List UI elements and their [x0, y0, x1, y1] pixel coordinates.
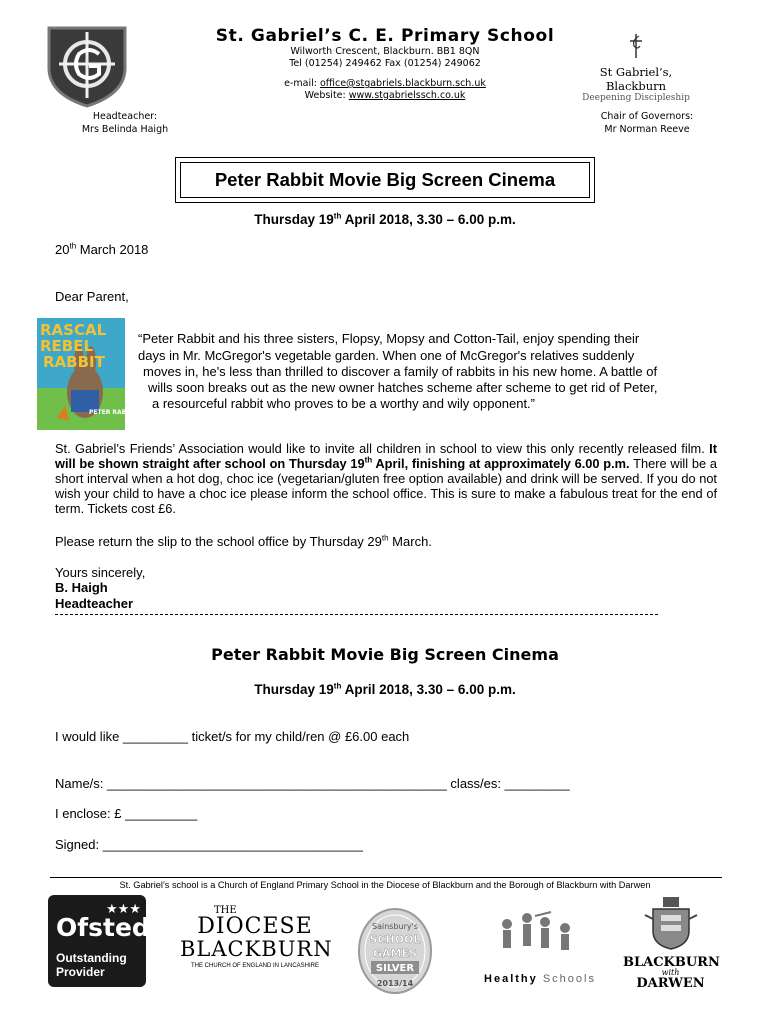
- school-name: St. Gabriel’s C. E. Primary School: [215, 26, 555, 46]
- chair-name: Mr Norman Reeve: [604, 124, 690, 135]
- return-instructions: [55, 534, 432, 549]
- enclose-field[interactable]: I enclose: £ __________: [55, 806, 198, 821]
- email-link[interactable]: office@stgabriels.blackburn.sch.uk: [319, 78, 486, 89]
- games-games: GAMES: [373, 947, 417, 960]
- headteacher-label: Headteacher:: [92, 111, 158, 122]
- quote-line-1: “Peter Rabbit and his three sisters, Flopsy, Mopsy and Cotton-Tail, enjoy spending their: [138, 331, 640, 346]
- diocese-the: THE: [214, 905, 237, 916]
- chair-block: [582, 110, 712, 136]
- games-sponsor: Sainsbury's: [372, 922, 418, 931]
- invitation-bold-a: It will be shown straight after school on Thursday 19: [55, 441, 717, 471]
- slip-event-day: Thursday 19: [254, 682, 334, 697]
- poster-word-1: RASCAL: [40, 321, 107, 339]
- event-day-suffix: th: [333, 211, 342, 221]
- event-day: Thursday 19: [254, 212, 334, 227]
- invitation-details: There will be a short interval when a hot dog, choc ice (vegetarian/gluten free option available) and drink will be served. If you do not wish your child to have a choc ice please inform the school office. This is sure to make a fabulous treat for the end of term. Tickets cost £6.: [55, 456, 718, 516]
- invitation-bold-b: April, finishing at approximately 6.00 p.m.: [372, 456, 630, 471]
- letter-date: [55, 242, 148, 257]
- healthy-text: [475, 973, 605, 985]
- names-field[interactable]: Name/s: _______________________________________________ class/es: _________: [55, 776, 570, 791]
- headteacher-name: Mrs Belinda Haigh: [81, 124, 169, 135]
- council-crest-icon: [641, 895, 701, 951]
- poster-word-4: PETER RABBIT: [89, 409, 138, 416]
- quote-line-4: wills soon breaks out as the new owner hatches scheme after scheme to get rid of Peter,: [148, 380, 658, 395]
- svg-text:★★★: ★★★: [106, 902, 141, 917]
- diocese-logo: [180, 905, 333, 980]
- return-suffix: th: [381, 533, 389, 543]
- return-text: Please return the slip to the school office by Thursday 29: [55, 534, 382, 549]
- page-title: Peter Rabbit Movie Big Screen Cinema: [180, 162, 590, 198]
- slip-title: Peter Rabbit Movie Big Screen Cinema: [211, 645, 559, 664]
- quote-line-2: days in Mr. McGregor's vegetable garden. When one of McGregor's relatives suddenly: [138, 348, 635, 363]
- games-year: 2013/14: [376, 979, 414, 988]
- healthy-schools-logo: [475, 910, 605, 985]
- closing: Yours sincerely,: [55, 565, 146, 580]
- diocese-blackburn: BLACKBURN: [180, 937, 333, 961]
- schools-word: Schools: [537, 973, 596, 985]
- games-silver: SILVER: [375, 963, 415, 974]
- movie-poster-image: [37, 318, 138, 430]
- quote-line-5: a resourceful rabbit who proves to be a worthy and wily opponent.”: [152, 396, 535, 411]
- return-text-end: March.: [388, 534, 432, 549]
- letter-date-suffix: th: [69, 241, 77, 251]
- poster-word-2: REBEL: [40, 337, 94, 355]
- slip-event-suffix: th: [333, 681, 342, 691]
- bwd-with: with: [661, 968, 680, 977]
- school-games-logo: [357, 907, 433, 995]
- invitation-bold-suffix: th: [364, 455, 373, 465]
- signature-title: Headteacher: [55, 596, 134, 611]
- quote-line-3: moves in, he's less than thrilled to discover a family of rabbits in his new home. A battle of: [143, 364, 658, 379]
- event-date: [0, 212, 770, 227]
- cut-line: [55, 614, 658, 615]
- headteacher-block: [70, 110, 180, 136]
- email-label: e-mail:: [284, 78, 320, 89]
- diocese-word: DIOCESE: [197, 914, 313, 939]
- invitation-text: St. Gabriel’s Friends’ Association would like to invite all children in school to view this only recently released film.: [55, 441, 710, 456]
- invitation-paragraph: [55, 441, 717, 516]
- tickets-field[interactable]: I would like _________ ticket/s for my child/ren @ £6.00 each: [55, 729, 410, 744]
- school-address: Wilworth Crescent, Blackburn. BB1 8QN: [290, 46, 480, 57]
- ofsted-line-2: Provider: [56, 965, 105, 979]
- slip-event-time: April 2018, 3.30 – 6.00 p.m.: [341, 682, 516, 697]
- website-label: Website:: [304, 90, 349, 101]
- signed-field[interactable]: Signed: ____________________________________: [55, 837, 363, 852]
- logo-name: St Gabriel’s, Blackburn: [599, 65, 673, 93]
- footer-divider: [50, 877, 722, 878]
- diocese-subtitle: THE CHURCH OF ENGLAND IN LANCASHIRE: [190, 963, 319, 969]
- letter-date-rest: March 2018: [76, 242, 149, 257]
- healthy-figures-icon: [485, 910, 595, 962]
- salutation: Dear Parent,: [55, 289, 129, 304]
- st-gabriels-logo: [571, 32, 701, 103]
- chair-label: Chair of Governors:: [600, 111, 694, 122]
- ofsted-wordmark: Ofsted: [56, 913, 150, 942]
- blackburn-darwen-logo: [623, 895, 718, 990]
- letter-date-day: 20: [55, 242, 70, 257]
- title-box: [175, 157, 595, 203]
- bwd-blackburn: BLACKBURN: [623, 955, 720, 970]
- cross-logo-icon: [626, 32, 646, 60]
- signature-name: B. Haigh: [55, 580, 108, 595]
- healthy-word: Healthy: [484, 973, 538, 985]
- ofsted-logo: [48, 895, 150, 987]
- logo-motto: Deepening Discipleship: [582, 93, 690, 103]
- bwd-darwen: DARWEN: [636, 976, 705, 991]
- slip-event-date: [0, 682, 770, 697]
- event-time: April 2018, 3.30 – 6.00 p.m.: [341, 212, 516, 227]
- ofsted-line-1: Outstanding: [56, 951, 127, 965]
- school-phone: Tel (01254) 249462 Fax (01254) 249062: [289, 58, 481, 69]
- games-school: SCHOOL: [369, 933, 421, 946]
- poster-word-3: RABBIT: [43, 353, 105, 371]
- website-link[interactable]: www.stgabrielssch.co.uk: [348, 90, 466, 101]
- footer-text: St. Gabriel’s school is a Church of England Primary School in the Diocese of Blackburn and the Borough of Blackburn with Darwen: [119, 880, 651, 890]
